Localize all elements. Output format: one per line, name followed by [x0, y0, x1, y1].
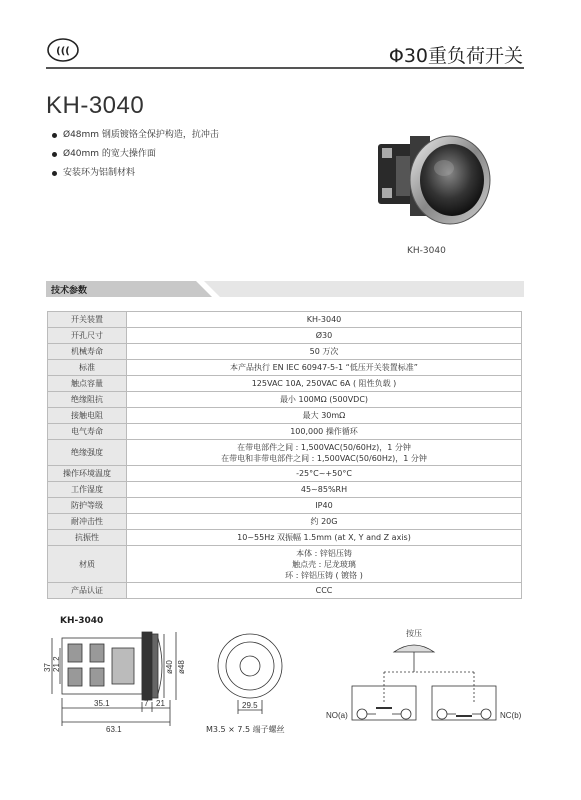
feature-list — [52, 126, 219, 183]
spec-param: 标准 — [48, 360, 127, 376]
spec-param: 耐冲击性 — [48, 514, 127, 530]
spec-table-body — [48, 312, 522, 599]
spec-value — [127, 344, 522, 360]
dim-29-5: 29.5 — [242, 701, 258, 710]
spec-value-line: 约 20G — [310, 517, 338, 526]
dim-35-1: 35.1 — [94, 699, 110, 708]
screw-caption: M3.5 × 7.5 端子螺丝 — [206, 725, 285, 734]
spec-value-line: IP40 — [315, 501, 333, 510]
spec-param: 材质 — [48, 546, 127, 583]
product-photo — [372, 126, 492, 230]
spec-value-line: -25°C~+50°C — [296, 469, 352, 478]
dim-21-2: 21.2 — [52, 656, 61, 672]
spec-param: 开关装置 — [48, 312, 127, 328]
spec-table — [47, 311, 522, 599]
nc-label: NC(b) — [500, 711, 522, 720]
spec-param: 抗振性 — [48, 530, 127, 546]
spec-value — [127, 312, 522, 328]
bullet-icon — [52, 152, 57, 157]
spec-value-line: 45~85%RH — [300, 485, 348, 494]
series-title: Φ30重负荷开关 — [388, 45, 523, 67]
dim-7: 7 — [144, 699, 149, 708]
spec-param: 操作环境温度 — [48, 466, 127, 482]
spec-param: 产品认证 — [48, 583, 127, 599]
spec-value — [127, 360, 522, 376]
press-label: 按压 — [406, 629, 422, 638]
spec-value — [127, 514, 522, 530]
side-view — [52, 632, 176, 726]
spec-value-line: 在带电和非带电部件之间 : 1,500VAC(50/60Hz)，1 分钟 — [221, 453, 427, 463]
spec-value-line: 10~55Hz 双振幅 1.5mm (at X, Y and Z axis) — [237, 533, 411, 542]
dim-d40: ø40 — [165, 660, 174, 674]
feature-text: Ø40mm 的宽大操作面 — [63, 149, 156, 159]
spec-value — [127, 392, 522, 408]
spec-value — [127, 328, 522, 344]
spec-row — [48, 583, 522, 599]
svg-text:(((: ((( — [56, 46, 70, 57]
drawing-title: KH-3040 — [60, 616, 104, 626]
spec-value-line: 最小 100MΩ (500VDC) — [279, 395, 369, 404]
spec-value — [127, 530, 522, 546]
spec-value — [127, 376, 522, 392]
spec-row — [48, 424, 522, 440]
spec-param: 绝缘阻抗 — [48, 392, 127, 408]
spec-section-title: 技术参数 — [51, 286, 88, 296]
spec-param: 接触电阻 — [48, 408, 127, 424]
spec-value-line: 在带电部件之间 : 1,500VAC(50/60Hz)，1 分钟 — [237, 442, 411, 452]
spec-row — [48, 344, 522, 360]
spec-param: 触点容量 — [48, 376, 127, 392]
spec-value-line: 环 : 锌铝压铸 ( 镀铬 ) — [285, 570, 363, 580]
spec-value — [127, 408, 522, 424]
product-caption: KH-3040 — [407, 246, 446, 256]
spec-param: 绝缘强度 — [48, 440, 127, 466]
spec-value — [127, 482, 522, 498]
bullet-icon — [52, 133, 57, 138]
spec-row — [48, 328, 522, 344]
feature-item — [52, 145, 219, 164]
spec-value — [127, 546, 522, 583]
circuit-diagram — [352, 645, 496, 720]
dimension-drawing — [40, 628, 570, 798]
spec-row — [48, 376, 522, 392]
spec-row — [48, 466, 522, 482]
spec-row — [48, 408, 522, 424]
spec-value — [127, 424, 522, 440]
spec-value-line: CCC — [315, 586, 333, 595]
spec-row — [48, 514, 522, 530]
spec-row — [48, 546, 522, 583]
feature-item — [52, 164, 219, 183]
feature-item — [52, 126, 219, 145]
spec-value — [127, 583, 522, 599]
dim-21: 21 — [156, 699, 165, 708]
spec-row — [48, 498, 522, 514]
feature-text: 安装环为铝制材料 — [63, 168, 136, 178]
header-divider — [46, 67, 524, 69]
model-title: KH-3040 — [46, 92, 145, 119]
spec-value-line: 125VAC 10A, 250VAC 6A ( 阻性负载 ) — [251, 379, 397, 388]
spec-param: 机械寿命 — [48, 344, 127, 360]
spec-value-line: 最大 30mΩ — [302, 411, 346, 420]
no-label: NO(a) — [326, 711, 348, 720]
spec-value — [127, 466, 522, 482]
dim-d48: ø48 — [177, 660, 186, 674]
ccc-logo-icon — [47, 38, 79, 62]
dim-37: 37 — [43, 663, 52, 672]
spec-section-bar — [46, 281, 524, 297]
spec-value-line: KH-3040 — [306, 315, 342, 324]
feature-text: Ø48mm 钢质镀铬全保护构造，抗冲击 — [63, 130, 219, 140]
bullet-icon — [52, 171, 57, 176]
spec-row — [48, 530, 522, 546]
dim-63-1: 63.1 — [106, 725, 122, 734]
spec-param: 防护等级 — [48, 498, 127, 514]
spec-value-line: 50 万次 — [309, 347, 339, 356]
spec-value-line: Ø30 — [315, 331, 333, 340]
spec-value-line: 触点壳 : 尼龙玻璃 — [292, 559, 356, 569]
spec-row — [48, 482, 522, 498]
spec-value-line: 100,000 操作循环 — [290, 427, 358, 436]
spec-value — [127, 498, 522, 514]
spec-row — [48, 440, 522, 466]
spec-param: 工作湿度 — [48, 482, 127, 498]
spec-param: 开孔尺寸 — [48, 328, 127, 344]
spec-row — [48, 392, 522, 408]
spec-value — [127, 440, 522, 466]
spec-value-line: 本产品执行 EN IEC 60947-5-1 “低压开关装置标准” — [230, 363, 418, 372]
spec-param: 电气寿命 — [48, 424, 127, 440]
spec-row — [48, 360, 522, 376]
spec-value-line: 本体 : 锌铝压铸 — [296, 548, 352, 558]
spec-row — [48, 312, 522, 328]
